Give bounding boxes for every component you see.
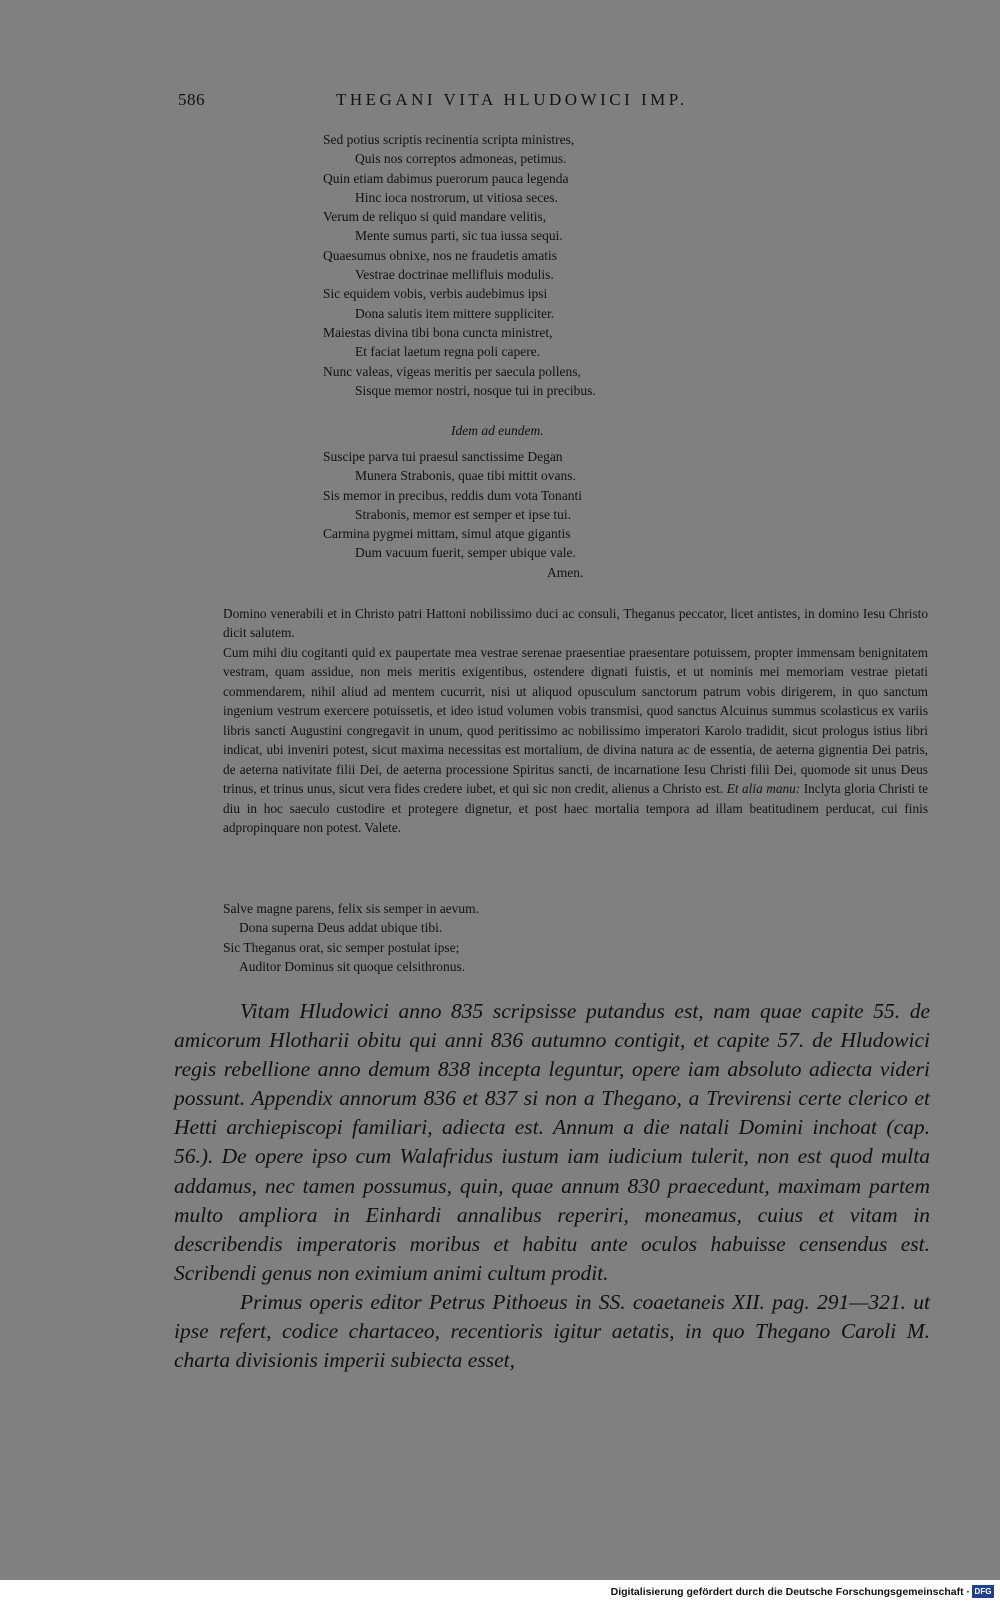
dfg-logo-icon: DFG [972, 1585, 994, 1598]
poem-first [323, 130, 596, 400]
poem-line: Mente sumus parti, sic tua iussa sequi. [355, 228, 563, 244]
poem-line: Munera Strabonis, quae tibi mittit ovans. [355, 468, 576, 484]
poem-line: Et faciat laetum regna poli capere. [355, 344, 541, 360]
verse-line: Sic Theganus orat, sic semper postulat ipse; [223, 939, 460, 955]
poem-line: Suscipe parva tui praesul sanctissime Degan [323, 449, 563, 464]
closing-verse [223, 899, 479, 976]
poem-line: Sisque memor nostri, nosque tui in precibus. [355, 382, 596, 398]
poem-second-title: Idem ad eundem. [451, 423, 544, 438]
intro-paragraph: Vitam Hludowici anno 835 scripsisse putandus est, nam quae capite 55. de amicorum Hlotharii obitu qui anni 836 autumno contigit, et capite 57. de Hludowici regis rebellione anno demum 838 incepta leguntur, opere iam absoluto adiecta videri possunt. Appendix annorum 836 et 837 si non a Thegano, a Trevirensi certe clerico et Hetti archiepiscopi familiari, adiecta est. Annum a die natali Domini inchoat (cap. 56.). De opere ipso cum Walafridus iustum iam iudicium tulerit, non est quod multa addamus, nec tamen possumus, quin, quae annum 830 praecedunt, maximam partem multo ampliora in Einhardi annalibus reperiri, moneamus, cuius et vitam in describendis imperatoris moribus et habitu ante oculos habuisse censendus est. Scribendi genus non eximium animi cultum prodit. [174, 999, 930, 1285]
poem-line: Sic equidem vobis, verbis audebimus ipsi [323, 286, 548, 302]
poem-line: Quaesumus obnixe, nos ne fraudetis amatis [323, 247, 557, 263]
poem-line: Dona salutis item mittere suppliciter. [355, 305, 555, 321]
running-title: THEGANI VITA HLUDOWICI IMP. [336, 90, 688, 109]
poem-line: Quis nos correptos admoneas, petimus. [355, 151, 567, 167]
poem-line: Vestrae doctrinae mellifluis modulis. [355, 267, 554, 283]
poem-line: Hinc ioca nostrorum, ut vitiosa seces. [355, 189, 558, 205]
poem-line: Dum vacuum fuerit, semper ubique vale. [355, 545, 576, 561]
footer-bar [0, 1582, 1000, 1603]
letter-salutation: Domino venerabili et in Christo patri Hattoni nobilissimo duci ac consuli, Theganus peccator, licet antistes, in domino Iesu Christo dicit salutem. [223, 606, 928, 641]
page-number: 586 [178, 90, 205, 109]
letter-text [223, 604, 928, 837]
poem-line: Sed potius scriptis recinentia scripta ministres, [323, 132, 575, 147]
letter-body [223, 643, 928, 838]
letter-alia-manu: Et alia manu: [726, 781, 801, 797]
poem-line: Strabonis, memor est semper et ipse tui. [355, 506, 571, 522]
poem-line: Carmina pygmei mittam, simul atque gigantis [323, 526, 571, 542]
poem-line: Quin etiam dabimus puerorum pauca legenda [323, 170, 569, 186]
poem-line: Nunc valeas, vigeas meritis per saecula pollens, [323, 363, 581, 379]
letter-body-part2: Inclyta gloria Christi te diu in hoc saeculo custodire et protegere dignetur, et post haec mortalia tempora ad illam beatitudinem perducat, cui finis adpropinquare non potest. Valete. [223, 781, 928, 835]
poem-line: Verum de reliquo si quid mandare velitis, [323, 209, 547, 225]
poem-amen: Amen. [547, 565, 584, 580]
editor-introduction [174, 997, 930, 1375]
letter-body-part1: Cum mihi diu cogitanti quid ex paupertate mea vestrae serenae praesentiae praesentare potuissem, propter immensam benignitatem vestram, quam assidue, non meis meritis exigentibus, ostendere dignati fuistis, et ut nominis mei memoriam vestrae pietati commendarem, nihil aliud ad mentem cucurrit, nisi ut aliquod opusculum sanctorum patrum vobis dirigerem, in quo sanctum ingenium vestrum exercere potuissetis, et ideo istud volumen vobis transmisi, quod sanctus Alcuinus summus scolasticus ex variis libris sancti Augustini congregavit in unum, quod peritissimo ac nobilissimo imperatori Karolo tradidit, sicut prologus istius libri indicat, ubi inveniri potest, sicut maxima necessitas est mortalium, de divina natura ac de essentia, de aeterna gignentia Dei patris, de aeterna nativitate filii Dei, de aeterna processione Spiritus sancti, de incarnatione Iesu Christi filii Dei, quomode sit unus Deus trinus, et trinus unus, sicut vera fides credere iubet, et qui sic non credit, alienus a Christo est. [223, 644, 928, 797]
verse-line: Salve magne parens, felix sis semper in aevum. [223, 901, 480, 916]
poem-line: Maiestas divina tibi bona cuncta ministret, [323, 324, 553, 340]
poem-line: Sis memor in precibus, reddis dum vota Tonanti [323, 487, 583, 503]
intro-paragraph: Primus operis editor Petrus Pithoeus in SS. coaetaneis XII. pag. 291—321. ut ipse refert, codice chartaceo, recentioris igitur aetatis, in quo Thegano Caroli M. charta divisionis imperii subiecta esset, [174, 1289, 930, 1373]
footer-credit: Digitalisierung gefördert durch die Deutsche Forschungsgemeinschaft · [610, 1586, 970, 1598]
verse-line: Auditor Dominus sit quoque celsithronus. [239, 958, 466, 974]
verse-line: Dona superna Deus addat ubique tibi. [239, 920, 443, 936]
poem-second [323, 447, 582, 563]
